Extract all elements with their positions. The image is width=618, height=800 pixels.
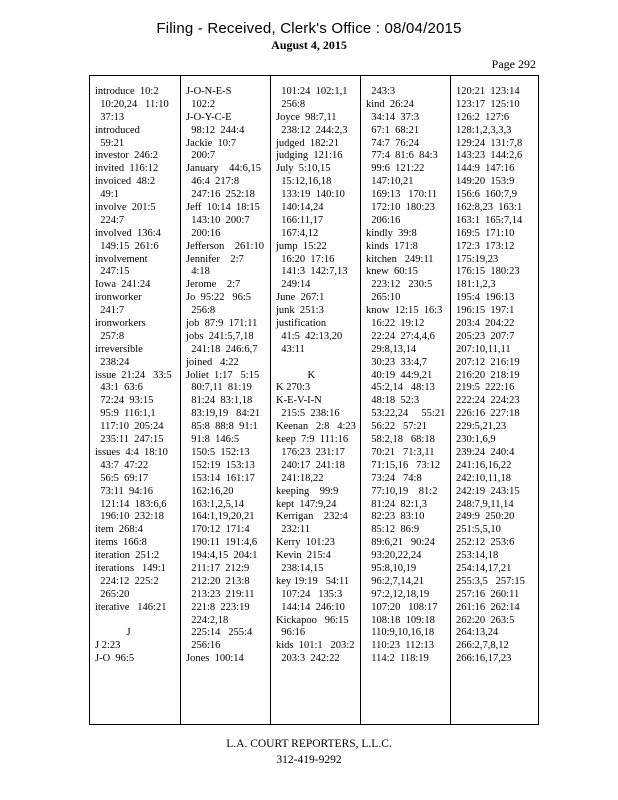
- index-entry-line: 238:12 244:2,3: [276, 124, 348, 136]
- index-entry-line: 241:18,22: [276, 472, 324, 484]
- index-entry-line: 172:3 173:12: [456, 240, 515, 252]
- page-number: Page 292: [491, 57, 536, 71]
- index-entry-line: 207:10,11,11: [456, 343, 511, 355]
- index-entry-line: 45:2,14 48:13: [366, 382, 435, 394]
- index-entry-line: 95:8,10,19: [366, 562, 417, 574]
- index-entry-line: 149:20 153:9: [456, 176, 515, 188]
- index-entry-line: 221:8 223:19: [186, 601, 250, 613]
- index-entry-line: 196:15 197:1: [456, 305, 515, 317]
- index-entry-line: 241:16,16,22: [456, 459, 512, 471]
- index-entry-line: 261:16 262:14: [456, 601, 520, 613]
- index-entry-line: January 44:6,15: [186, 163, 261, 175]
- index-entry-line: introduced: [95, 124, 140, 136]
- index-entry-line: 43:11: [276, 343, 305, 355]
- index-entry-line: 144:9 147:16: [456, 163, 515, 175]
- index-entry-line: 226:16 227:18: [456, 408, 520, 420]
- index-entry-line: 101:24 102:1,1: [276, 86, 348, 97]
- index-entry-line: 257:8: [95, 330, 125, 342]
- index-entry-line: 144:14 246:10: [276, 601, 345, 613]
- index-entry-line: 140:14,24: [276, 202, 324, 214]
- index-entry-line: 22:24 27:4,4,6: [366, 330, 435, 342]
- index-entry-line: 241:7: [95, 305, 125, 317]
- index-entry-line: 212:20 213:8: [186, 575, 250, 587]
- index-entry-line: 224:2,18: [186, 614, 229, 626]
- index-entry-line: 93:20,22,24: [366, 550, 422, 562]
- index-entry-line: issues 4:4 18:10: [95, 446, 168, 458]
- index-entry-line: kindly 39:8: [366, 227, 417, 239]
- index-entry-line: 238:14,15: [276, 562, 324, 574]
- index-entry-line: 156:6 160:7,9: [456, 189, 517, 201]
- index-entry-line: 200:16: [186, 227, 221, 239]
- index-entry-line: 235:11 247:15: [95, 434, 164, 446]
- index-entry-line: 264:13,24: [456, 627, 499, 639]
- index-entry-line: 34:14 37:3: [366, 111, 420, 123]
- index-entry-line: 242:19 243:15: [456, 485, 520, 497]
- index-entry-line: 108:18 109:18: [366, 614, 435, 626]
- index-entry-line: judged 182:21: [276, 137, 339, 149]
- index-entry-line: 247:16 252:18: [186, 189, 255, 201]
- index-entry-line: 85:12 86:9: [366, 524, 420, 536]
- index-entry-line: 266:2,7,8,12: [456, 640, 509, 652]
- index-entry-line: 240:17 241:18: [276, 459, 345, 471]
- index-entry-line: 82:23 83:10: [366, 511, 425, 523]
- index-entry-line: 67:1 68:21: [366, 124, 420, 136]
- document-date: August 4, 2015: [271, 38, 347, 52]
- index-entry-line: Kerry 101:23: [276, 537, 335, 549]
- index-entry-line: 58:2,18 68:18: [366, 434, 435, 446]
- index-entry-line: 265:10: [366, 292, 401, 304]
- index-entry-line: 211:17 212:9: [186, 562, 250, 574]
- index-entry-line: Kickapoo 96:15: [276, 614, 349, 626]
- index-entry-line: 266:16,17,23: [456, 653, 512, 665]
- index-entry-line: 257:16 260:11: [456, 588, 520, 600]
- index-entry-line: 99:6 121:22: [366, 163, 425, 175]
- index-entry-line: 149:15 261:6: [95, 240, 159, 252]
- index-entry-line: 195:4 196:13: [456, 292, 515, 304]
- index-entry-line: 147:10,21: [366, 176, 414, 188]
- index-entry-line: 107:20 108:17: [366, 601, 438, 613]
- index-entry-line: 73:11 94:16: [95, 485, 153, 497]
- index-entry-line: 196:10 232:18: [95, 511, 164, 523]
- index-entry-line: key 19:19 54:11: [276, 575, 350, 587]
- index-entry-line: jump 15:22: [276, 240, 327, 252]
- index-entry-line: 126:2 127:6: [456, 111, 510, 123]
- index-entry-line: kids 101:1 203:2: [276, 640, 355, 652]
- index-entry-line: 222:24 224:23: [456, 395, 520, 407]
- index-entry-line: irreversible: [95, 343, 143, 355]
- index-entry-line: 255:3,5 257:15: [456, 575, 525, 587]
- index-entry-line: 48:18 52:3: [366, 395, 420, 407]
- index-entry-line: ironworkers: [95, 318, 146, 330]
- index-entry-line: 243:3: [366, 86, 396, 97]
- index-entry-line: 249:9 250:20: [456, 511, 515, 523]
- index-entry-line: 41:5 42:13,20: [276, 330, 343, 342]
- index-entry-line: Kevin 215:4: [276, 550, 331, 562]
- index-entry-line: knew 60:15: [366, 266, 418, 278]
- index-entry-line: 97:2,12,18,19: [366, 588, 430, 600]
- index-entry-line: 219:5 222:16: [456, 382, 515, 394]
- index-entry-line: 81:24 82:1,3: [366, 498, 427, 510]
- index-entry-line: 71:15,16 73:12: [366, 459, 441, 471]
- index-entry-line: 254:14,17,21: [456, 562, 512, 574]
- index-entry-line: 215:5 238:16: [276, 408, 340, 420]
- index-entry-line: 207:12 216:19: [456, 356, 520, 368]
- index-entry-line: invoiced 48:2: [95, 176, 156, 188]
- index-entry-line: 203:3 242:22: [276, 653, 340, 665]
- index-entry-line: 110:9,10,16,18: [366, 627, 435, 639]
- index-entry-line: keep 7:9 111:16: [276, 434, 349, 446]
- index-entry-line: 43:7 47:22: [95, 459, 149, 471]
- index-column-1: [90, 76, 180, 724]
- index-entry-line: kinds 171:8: [366, 240, 418, 252]
- index-entry-line: 117:10 205:24: [95, 421, 164, 433]
- index-entry-line: 223:12 230:5: [366, 279, 433, 291]
- index-entry-line: 248:7,9,11,14: [456, 498, 514, 510]
- index-entry-line: 206:16: [366, 214, 401, 226]
- index-entry-line: 162:8,23 163:1: [456, 202, 523, 214]
- index-entry-line: K-E-V-I-N: [276, 395, 322, 407]
- index-entry-line: introduce 10:2: [95, 86, 159, 97]
- index-entry-line: 166:11,17: [276, 214, 324, 226]
- index-entry-line: job 87:9 171:11: [186, 318, 258, 330]
- index-entry-line: ironworker: [95, 292, 142, 304]
- index-entry-line: kept 147:9,24: [276, 498, 337, 510]
- index-entry-line: 232:11: [276, 524, 311, 536]
- index-entry-line: 176:15 180:23: [456, 266, 520, 278]
- index-entry-line: Jo 95:22 96:5: [186, 292, 252, 304]
- index-entry-line: 224:12 225:2: [95, 575, 159, 587]
- index-entry-line: justification: [276, 318, 327, 330]
- index-entry-line: Joyce 98:7,11: [276, 111, 337, 123]
- index-entry-line: 262:20 263:5: [456, 614, 515, 626]
- index-entry-line: 225:14 255:4: [186, 627, 253, 639]
- index-column-4: [360, 76, 450, 724]
- index-entry-line: 123:17 125:10: [456, 98, 520, 110]
- index-entry-line: 70:21 71:3,11: [366, 446, 435, 458]
- index-entry-line: 40:19 44:9,21: [366, 369, 433, 381]
- index-entry-line: 74:7 76:24: [366, 137, 420, 149]
- index-entry-line: 252:12 253:6: [456, 537, 515, 549]
- index-entry-line: Keenan 2:8 4:23: [276, 421, 356, 433]
- index-entry-line: 91:8 146:5: [186, 434, 240, 446]
- index-entry-line: [276, 357, 358, 370]
- index-entry-line: iterations 149:1: [95, 562, 166, 574]
- index-entry-line: 216:20 218:19: [456, 369, 520, 381]
- index-entry-line: 72:24 93:15: [95, 395, 154, 407]
- index-entry-line: 56:22 57:21: [366, 421, 427, 433]
- index-entry-line: 152:19 153:13: [186, 459, 255, 471]
- index-entry-line: 98:12 244:4: [186, 124, 245, 136]
- index-entry-line: 247:15: [95, 266, 130, 278]
- index-entry-line: 181:1,2,3: [456, 279, 496, 291]
- index-entry-line: 213:23 219:11: [186, 588, 255, 600]
- index-entry-line: 143:10 200:7: [186, 214, 250, 226]
- index-entry-line: 176:23 231:17: [276, 446, 345, 458]
- index-entry-line: item 268:4: [95, 524, 143, 536]
- index-entry-line: 256:8: [186, 305, 216, 317]
- index-entry-line: Jefferson 261:10: [186, 240, 264, 252]
- index-entry-line: Jones 100:14: [186, 653, 244, 665]
- index-entry-line: Jackie 10:7: [186, 137, 237, 149]
- index-column-2: [180, 76, 270, 724]
- index-entry-line: 229:5,21,23: [456, 421, 507, 433]
- index-entry-line: joined 4:22: [186, 356, 239, 368]
- index-entry-line: 230:1,6,9: [456, 434, 496, 446]
- index-entry-line: 43:1 63:6: [95, 382, 143, 394]
- index-entry-line: 85:8 88:8 91:1: [186, 421, 258, 433]
- filing-header: Filing - Received, Clerk's Office : 08/04/2015: [156, 20, 462, 37]
- index-entry-line: [95, 615, 178, 628]
- index-entry-line: 107:24 135:3: [276, 588, 343, 600]
- index-entry-line: 96:2,7,14,21: [366, 575, 425, 587]
- index-entry-line: investor 246:2: [95, 150, 158, 162]
- reporter-company: L.A. COURT REPORTERS, L.L.C.: [226, 738, 392, 750]
- index-entry-line: 128:1,2,3,3,3: [456, 124, 512, 136]
- index-entry-line: keeping 99:9: [276, 485, 339, 497]
- index-entry-line: issue 21:24 33:5: [95, 369, 172, 381]
- index-entry-line: 29:8,13,14: [366, 343, 417, 355]
- index-entry-line: 133:19 140:10: [276, 189, 345, 201]
- index-table: [89, 75, 539, 725]
- index-entry-line: 163:1 165:7,14: [456, 214, 523, 226]
- index-entry-line: K: [276, 369, 316, 381]
- index-entry-line: 95:9 116:1,1: [95, 408, 156, 420]
- index-entry-line: 73:24 74:8: [366, 472, 422, 484]
- index-column-3: [270, 76, 360, 724]
- index-entry-line: 15:12,16,18: [276, 176, 332, 188]
- index-entry-line: 80:7,11 81:19: [186, 382, 252, 394]
- index-entry-line: 141:3 142:7,13: [276, 266, 348, 278]
- index-entry-line: 256:8: [276, 98, 306, 110]
- index-entry-line: 242:10,11,18: [456, 472, 512, 484]
- index-entry-line: 59:21: [95, 137, 125, 149]
- index-entry-line: Jeff 10:14 18:15: [186, 202, 260, 214]
- index-entry-line: 4:18: [186, 266, 210, 278]
- index-entry-line: 224:7: [95, 214, 125, 226]
- index-entry-line: involved 136:4: [95, 227, 161, 239]
- index-entry-line: 265:20: [95, 588, 130, 600]
- index-entry-line: 81:24 83:1,18: [186, 395, 253, 407]
- index-entry-line: 175:19,23: [456, 253, 499, 265]
- index-entry-line: Jennifer 2:7: [186, 253, 244, 265]
- index-entry-line: kitchen 249:11: [366, 253, 434, 265]
- index-entry-line: 53:22,24 55:21: [366, 408, 446, 420]
- index-entry-line: know 12:15 16:3: [366, 305, 443, 317]
- index-entry-line: 83:19,19 84:21: [186, 408, 261, 420]
- index-entry-line: J-O-Y-C-E: [186, 111, 232, 123]
- index-entry-line: 172:10 180:23: [366, 202, 435, 214]
- index-entry-line: 110:23 112:13: [366, 640, 435, 652]
- index-entry-line: 77:10,19 81:2: [366, 485, 438, 497]
- index-entry-line: 121:14 183:6,6: [95, 498, 167, 510]
- index-entry-line: 239:24 240:4: [456, 446, 515, 458]
- index-entry-line: judging 121:16: [276, 150, 343, 162]
- index-entry-line: junk 251:3: [276, 305, 324, 317]
- index-entry-line: 167:4,12: [276, 227, 319, 239]
- index-entry-line: J: [95, 627, 131, 639]
- index-entry-line: involve 201:5: [95, 202, 156, 214]
- index-entry-line: 16:20 17:16: [276, 253, 335, 265]
- index-entry-line: 190:11 191:4,6: [186, 537, 258, 549]
- index-entry-line: 143:23 144:2,6: [456, 150, 523, 162]
- index-entry-line: 164:1,19,20,21: [186, 511, 255, 523]
- index-entry-line: 251:5,5,10: [456, 524, 501, 536]
- index-entry-line: 89:6,21 90:24: [366, 537, 435, 549]
- index-entry-line: 238:24: [95, 356, 130, 368]
- index-entry-line: items 166:8: [95, 537, 147, 549]
- index-entry-line: 56:5 69:17: [95, 472, 149, 484]
- index-entry-line: iteration 251:2: [95, 550, 160, 562]
- index-entry-line: 46:4 217:8: [186, 176, 240, 188]
- index-entry-line: 150:5 152:13: [186, 446, 250, 458]
- index-entry-line: J 2:23: [95, 640, 121, 652]
- index-entry-line: 30:23 33:4,7: [366, 356, 427, 368]
- index-entry-line: 169:5 171:10: [456, 227, 515, 239]
- index-entry-line: 49:1: [95, 189, 119, 201]
- index-entry-line: 169:13 170:11: [366, 189, 438, 201]
- index-entry-line: 163:1,2,5,14: [186, 498, 245, 510]
- index-entry-line: iterative 146:21: [95, 601, 167, 613]
- index-entry-line: 162:16,20: [186, 485, 234, 497]
- index-entry-line: J-O 96:5: [95, 653, 135, 665]
- index-entry-line: K 270:3: [276, 382, 311, 394]
- index-entry-line: 203:4 204:22: [456, 318, 515, 330]
- index-entry-line: 120:21 123:14: [456, 86, 520, 97]
- index-entry-line: 200:7: [186, 150, 216, 162]
- index-entry-line: J-O-N-E-S: [186, 86, 232, 97]
- index-entry-line: July 5:10,15: [276, 163, 331, 175]
- index-entry-line: 194:4,15 204:1: [186, 550, 258, 562]
- reporter-phone: 312-419-9292: [276, 754, 342, 766]
- index-entry-line: June 267:1: [276, 292, 325, 304]
- index-entry-line: jobs 241:5,7,18: [186, 330, 254, 342]
- index-entry-line: involvement: [95, 253, 148, 265]
- index-entry-line: 129:24 131:7,8: [456, 137, 523, 149]
- index-entry-line: 102:2: [186, 98, 216, 110]
- index-entry-line: Jerome 2:7: [186, 279, 241, 291]
- index-entry-line: 114:2 118:19: [366, 653, 429, 665]
- index-entry-line: Iowa 241:24: [95, 279, 151, 291]
- index-column-5: [450, 76, 540, 724]
- index-entry-line: 96:16: [276, 627, 306, 639]
- index-entry-line: 256:16: [186, 640, 221, 652]
- index-entry-line: 153:14 161:17: [186, 472, 255, 484]
- index-entry-line: 10:20,24 11:10: [95, 98, 169, 110]
- index-entry-line: 170:12 171:4: [186, 524, 250, 536]
- index-entry-line: invited 116:12: [95, 163, 159, 175]
- index-entry-line: 16:22 19:12: [366, 318, 425, 330]
- index-entry-line: 205:23 207:7: [456, 330, 515, 342]
- index-entry-line: 37:13: [95, 111, 125, 123]
- index-entry-line: 77:4 81:6 84:3: [366, 150, 438, 162]
- index-entry-line: Kerrigan 232:4: [276, 511, 348, 523]
- index-entry-line: 253:14,18: [456, 550, 499, 562]
- index-entry-line: Joliet 1:17 5:15: [186, 369, 260, 381]
- index-entry-line: 249:14: [276, 279, 311, 291]
- index-entry-line: kind 26:24: [366, 98, 414, 110]
- index-entry-line: 241:18 246:6,7: [186, 343, 258, 355]
